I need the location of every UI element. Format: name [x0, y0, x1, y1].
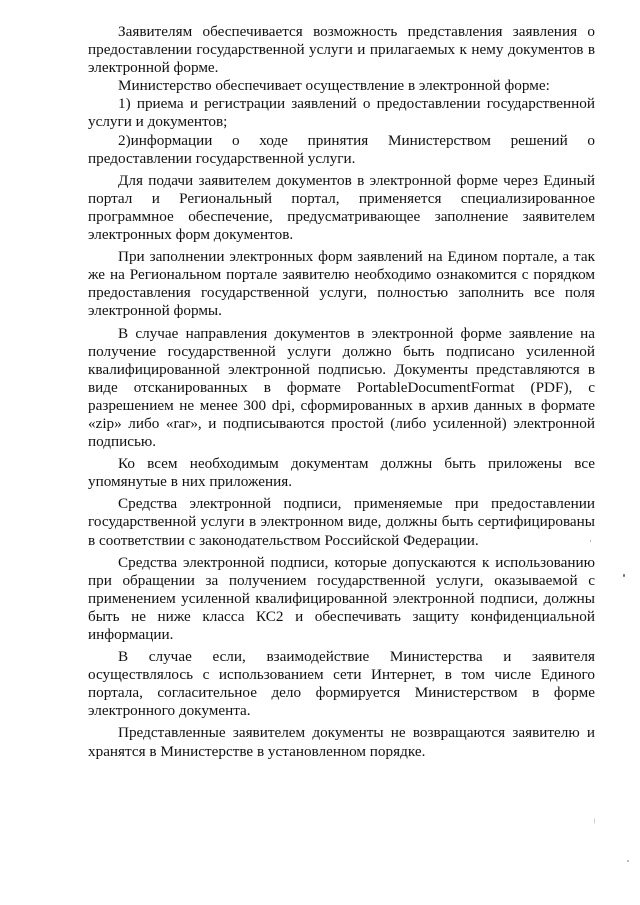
paragraph-electronic-submission: Заявителям обеспечивается возможность представления заявления о предоставлении государственной услуги и прилагаемых к нему документов в электронной форме.	[88, 23, 595, 77]
scan-speck	[590, 540, 591, 542]
paragraph-attachments: Ко всем необходимым документам должны быть приложены все упомянутые в них приложения.	[88, 455, 595, 491]
paragraph-internet-interaction: В случае если, взаимодействие Министерства и заявителя осуществлялось с использованием сети Интернет, в том числе Единого портала, согласительное дело формируется Министерством в форме электронного документа.	[88, 648, 595, 720]
scan-speck	[623, 574, 625, 577]
paragraph-documents-not-returned: Представленные заявителем документы не возвращаются заявителю и хранятся в Министерстве в установленном порядке.	[88, 724, 595, 760]
paragraph-signature-class: Средства электронной подписи, которые допускаются к использованию при обращении за получением государственной услуги, оказываемой с применением усиленной квалифицированной электронной подписи, должны быть не ниже класса КС2 и обеспечивать защиту конфиденциальной информации.	[88, 553, 595, 643]
scan-speck	[594, 818, 595, 824]
paragraph-signature-requirements: В случае направления документов в электронной форме заявление на получение государственной услуги должно быть подписано усиленной квалифицированной электронной подписью. Документы представляются в виде отсканированных в формате PortableDocumentFormat (PDF), с разрешением не менее 300 dpi, сформированных в архив данных в формате «zip» либо «rar», и подписываются простой (либо усиленной) электронной подписью.	[88, 324, 595, 451]
paragraph-software: Для подачи заявителем документов в электронной форме через Единый портал и Региональный портал, применяется специализированное программное обеспечение, предусматривающее заполнение заявителем электронных форм документов.	[88, 171, 595, 244]
paragraph-certification: Средства электронной подписи, применяемые при предоставлении государственной услуги в электронном виде, должны быть сертифицированы в соответствии с законодательством Российской Федерации.	[88, 495, 595, 549]
paragraph-item-2: 2)информации о ходе принятия Министерством решений о предоставлении государственной услуги.	[88, 131, 595, 167]
paragraph-ministry-provides: Министерство обеспечивает осуществление в электронной форме:	[118, 77, 550, 95]
paragraph-item-1: 1) приема и регистрации заявлений о предоставлении государственной услуги и документов;	[88, 95, 595, 131]
paragraph-filling-forms: При заполнении электронных форм заявлений на Едином портале, а так же на Региональном портале заявителю необходимо ознакомится с порядком предоставления государственной услуги, полностью заполнить все поля электронной формы.	[88, 248, 595, 320]
document-page	[88, 23, 595, 761]
scan-speck	[627, 860, 629, 862]
